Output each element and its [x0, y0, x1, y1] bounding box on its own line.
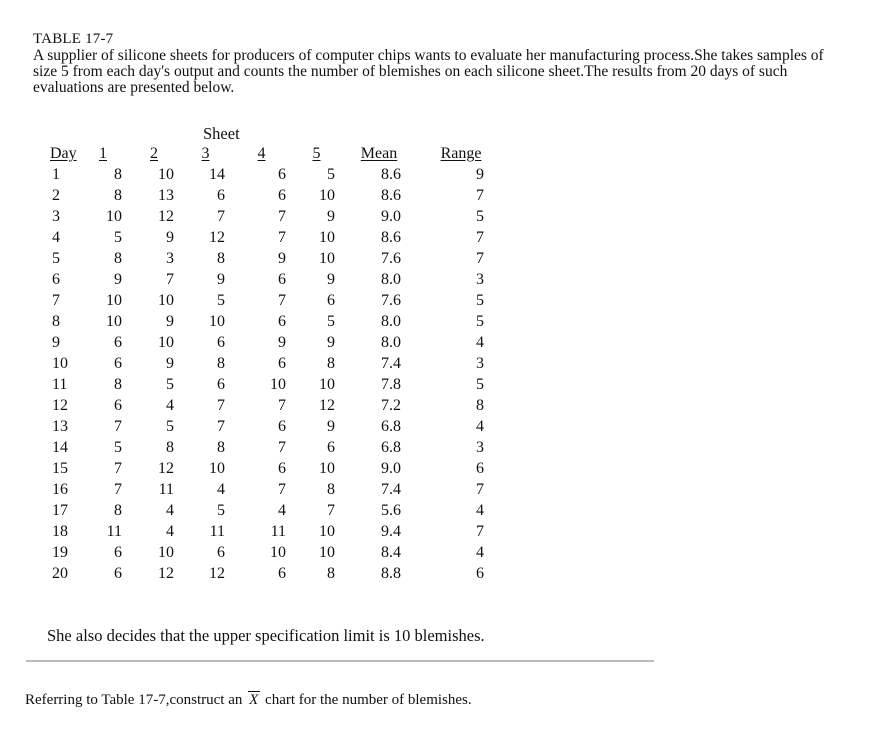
cell-sheet-2: 10 [158, 166, 174, 183]
cell-day: 14 [52, 439, 68, 456]
cell-range: 5 [476, 292, 484, 309]
cell-sheet-3: 10 [209, 313, 225, 330]
cell-sheet-2: 13 [158, 187, 174, 204]
cell-sheet-2: 5 [166, 376, 174, 393]
cell-sheet-3: 8 [217, 250, 225, 267]
cell-sheet-1: 8 [114, 376, 122, 393]
header-sheet-1 [78, 145, 128, 166]
cell-sheet-5: 8 [327, 565, 335, 582]
cell-day: 18 [52, 523, 68, 540]
cell-sheet-4: 10 [270, 376, 286, 393]
cell-day: 6 [52, 271, 60, 288]
cell-sheet-3: 11 [209, 523, 225, 540]
cell-sheet-4: 4 [278, 502, 286, 519]
cell-sheet-2: 9 [166, 229, 174, 246]
header-sheet-4-label: 4 [257, 145, 266, 162]
cell-sheet-5: 10 [319, 187, 335, 204]
cell-day: 9 [52, 334, 60, 351]
sheet-group-header: Sheet [203, 124, 240, 143]
cell-sheet-5: 6 [327, 439, 335, 456]
cell-sheet-1: 9 [114, 271, 122, 288]
intro-paragraph: A supplier of silicone sheets for producers of computer chips wants to evaluate her manufacturing process.She takes samples of size 5 from each day's output and counts the number of blemishes on each silicone sheet.The results from 20 days of such evaluations are presented below. [33, 47, 824, 96]
cell-day: 19 [52, 544, 68, 561]
cell-mean: 9.0 [381, 460, 401, 477]
cell-sheet-4: 6 [278, 166, 286, 183]
cell-mean: 8.6 [381, 229, 401, 246]
cell-sheet-4: 7 [278, 292, 286, 309]
cell-mean: 8.6 [381, 166, 401, 183]
cell-sheet-1: 10 [106, 313, 122, 330]
cell-sheet-1: 8 [114, 250, 122, 267]
cell-sheet-5: 10 [319, 250, 335, 267]
cell-sheet-1: 5 [114, 229, 122, 246]
cell-sheet-3: 6 [217, 187, 225, 204]
cell-sheet-2: 4 [166, 397, 174, 414]
cell-sheet-1: 6 [114, 355, 122, 372]
cell-sheet-3: 10 [209, 460, 225, 477]
cell-sheet-3: 8 [217, 355, 225, 372]
cell-sheet-4: 6 [278, 355, 286, 372]
cell-range: 7 [476, 481, 484, 498]
cell-sheet-2: 5 [166, 418, 174, 435]
cell-sheet-1: 5 [114, 439, 122, 456]
cell-range: 7 [476, 187, 484, 204]
cell-sheet-1: 7 [114, 418, 122, 435]
cell-range: 3 [476, 439, 484, 456]
cell-sheet-2: 12 [158, 208, 174, 225]
cell-range: 5 [476, 313, 484, 330]
cell-sheet-2: 11 [158, 481, 174, 498]
cell-sheet-1: 6 [114, 544, 122, 561]
cell-sheet-4: 11 [270, 523, 286, 540]
cell-sheet-2: 3 [166, 250, 174, 267]
cell-mean: 7.2 [381, 397, 401, 414]
question-after: chart for the number of blemishes. [265, 692, 472, 708]
cell-sheet-2: 9 [166, 355, 174, 372]
cell-sheet-3: 12 [209, 229, 225, 246]
cell-range: 5 [476, 376, 484, 393]
header-sheet-5 [292, 145, 341, 166]
header-sheet-2-label: 2 [150, 145, 158, 162]
cell-range: 8 [476, 397, 484, 414]
cell-sheet-5: 5 [327, 313, 335, 330]
cell-sheet-3: 9 [217, 271, 225, 288]
header-sheet-3-label: 3 [201, 145, 210, 162]
cell-sheet-3: 5 [217, 292, 225, 309]
cell-sheet-2: 10 [158, 334, 174, 351]
cell-sheet-1: 7 [114, 460, 122, 477]
cell-day: 16 [52, 481, 68, 498]
cell-sheet-5: 9 [327, 334, 335, 351]
cell-sheet-2: 10 [158, 544, 174, 561]
cell-mean: 7.6 [381, 292, 401, 309]
cell-day: 17 [52, 502, 68, 519]
cell-sheet-4: 10 [270, 544, 286, 561]
cell-sheet-4: 6 [278, 313, 286, 330]
cell-range: 5 [476, 208, 484, 225]
cell-mean: 5.6 [381, 502, 401, 519]
cell-sheet-2: 9 [166, 313, 174, 330]
cell-sheet-5: 9 [327, 208, 335, 225]
cell-range: 7 [476, 523, 484, 540]
cell-range: 3 [476, 355, 484, 372]
cell-range: 6 [476, 460, 484, 477]
cell-sheet-1: 6 [114, 565, 122, 582]
cell-day: 2 [52, 187, 60, 204]
cell-sheet-3: 14 [209, 166, 225, 183]
cell-sheet-3: 6 [217, 334, 225, 351]
specification-note: She also decides that the upper specification limit is 10 blemishes. [47, 626, 485, 645]
cell-sheet-3: 12 [209, 565, 225, 582]
cell-sheet-5: 10 [319, 544, 335, 561]
cell-mean: 9.4 [381, 523, 401, 540]
question-before: Referring to Table 17-7,construct an [25, 692, 243, 708]
cell-sheet-1: 7 [114, 481, 122, 498]
cell-sheet-5: 7 [327, 502, 335, 519]
cell-range: 7 [476, 250, 484, 267]
cell-day: 15 [52, 460, 68, 477]
cell-sheet-5: 9 [327, 271, 335, 288]
cell-sheet-4: 6 [278, 187, 286, 204]
cell-sheet-2: 7 [166, 271, 174, 288]
cell-mean: 7.4 [381, 481, 401, 498]
cell-sheet-2: 4 [166, 502, 174, 519]
cell-mean: 8.6 [381, 187, 401, 204]
cell-sheet-1: 11 [106, 523, 122, 540]
data-table [28, 145, 505, 586]
cell-sheet-5: 9 [327, 418, 335, 435]
header-day-label: Day [50, 145, 77, 162]
cell-day: 10 [52, 355, 68, 372]
cell-sheet-5: 8 [327, 355, 335, 372]
cell-sheet-5: 12 [319, 397, 335, 414]
cell-mean: 6.8 [381, 439, 401, 456]
cell-mean: 7.4 [381, 355, 401, 372]
cell-mean: 6.8 [381, 418, 401, 435]
cell-sheet-2: 12 [158, 460, 174, 477]
cell-sheet-4: 6 [278, 418, 286, 435]
cell-day: 7 [52, 292, 60, 309]
cell-mean: 8.8 [381, 565, 401, 582]
cell-range: 3 [476, 271, 484, 288]
cell-sheet-4: 7 [278, 397, 286, 414]
cell-sheet-5: 10 [319, 523, 335, 540]
cell-day: 3 [52, 208, 60, 225]
cell-day: 11 [52, 376, 68, 393]
cell-sheet-5: 10 [319, 460, 335, 477]
cell-sheet-2: 8 [166, 439, 174, 456]
cell-day: 20 [52, 565, 68, 582]
header-mean-label: Mean [360, 145, 398, 162]
cell-sheet-2: 4 [166, 523, 174, 540]
cell-sheet-2: 12 [158, 565, 174, 582]
header-sheet-3 [180, 145, 231, 166]
cell-sheet-4: 7 [278, 229, 286, 246]
cell-sheet-3: 5 [217, 502, 225, 519]
cell-sheet-5: 10 [319, 376, 335, 393]
cell-sheet-3: 7 [217, 208, 225, 225]
cell-mean: 8.0 [381, 334, 401, 351]
cell-sheet-1: 8 [114, 502, 122, 519]
header-range-label: Range [440, 145, 482, 162]
cell-range: 4 [476, 544, 484, 561]
cell-sheet-5: 5 [327, 166, 335, 183]
header-day [28, 145, 78, 166]
cell-sheet-4: 9 [278, 334, 286, 351]
cell-day: 13 [52, 418, 68, 435]
cell-sheet-4: 6 [278, 271, 286, 288]
cell-mean: 8.0 [381, 313, 401, 330]
header-sheet-5-label: 5 [312, 145, 321, 162]
cell-range: 6 [476, 565, 484, 582]
cell-sheet-5: 6 [327, 292, 335, 309]
cell-sheet-1: 10 [106, 208, 122, 225]
cell-range: 4 [476, 502, 484, 519]
cell-sheet-3: 6 [217, 544, 225, 561]
table-title: TABLE 17-7 [33, 31, 114, 47]
cell-range: 4 [476, 418, 484, 435]
cell-sheet-1: 6 [114, 397, 122, 414]
cell-mean: 8.0 [381, 271, 401, 288]
cell-sheet-4: 7 [278, 481, 286, 498]
cell-sheet-1: 8 [114, 187, 122, 204]
cell-sheet-3: 6 [217, 376, 225, 393]
cell-sheet-5: 8 [327, 481, 335, 498]
header-sheet-2 [128, 145, 180, 166]
header-sheet-4 [231, 145, 292, 166]
header-mean [341, 145, 417, 166]
question-text [25, 692, 472, 709]
cell-sheet-1: 10 [106, 292, 122, 309]
cell-sheet-3: 4 [217, 481, 225, 498]
cell-sheet-3: 7 [217, 418, 225, 435]
cell-mean: 7.8 [381, 376, 401, 393]
cell-mean: 8.4 [381, 544, 401, 561]
cell-sheet-4: 6 [278, 565, 286, 582]
header-range [417, 145, 505, 166]
cell-range: 9 [476, 166, 484, 183]
cell-range: 7 [476, 229, 484, 246]
cell-sheet-4: 6 [278, 460, 286, 477]
divider [26, 660, 654, 662]
cell-sheet-3: 7 [217, 397, 225, 414]
cell-sheet-4: 7 [278, 208, 286, 225]
cell-sheet-1: 8 [114, 166, 122, 183]
cell-range: 4 [476, 334, 484, 351]
cell-sheet-4: 7 [278, 439, 286, 456]
header-sheet-1-label: 1 [99, 145, 107, 162]
cell-day: 1 [52, 166, 60, 183]
cell-day: 5 [52, 250, 60, 267]
cell-mean: 7.6 [381, 250, 401, 267]
cell-day: 8 [52, 313, 60, 330]
cell-sheet-3: 8 [217, 439, 225, 456]
cell-sheet-2: 10 [158, 292, 174, 309]
cell-mean: 9.0 [381, 208, 401, 225]
cell-sheet-5: 10 [319, 229, 335, 246]
cell-sheet-4: 9 [278, 250, 286, 267]
cell-sheet-1: 6 [114, 334, 122, 351]
cell-day: 12 [52, 397, 68, 414]
x-bar-symbol: X [246, 692, 261, 709]
cell-day: 4 [52, 229, 60, 246]
